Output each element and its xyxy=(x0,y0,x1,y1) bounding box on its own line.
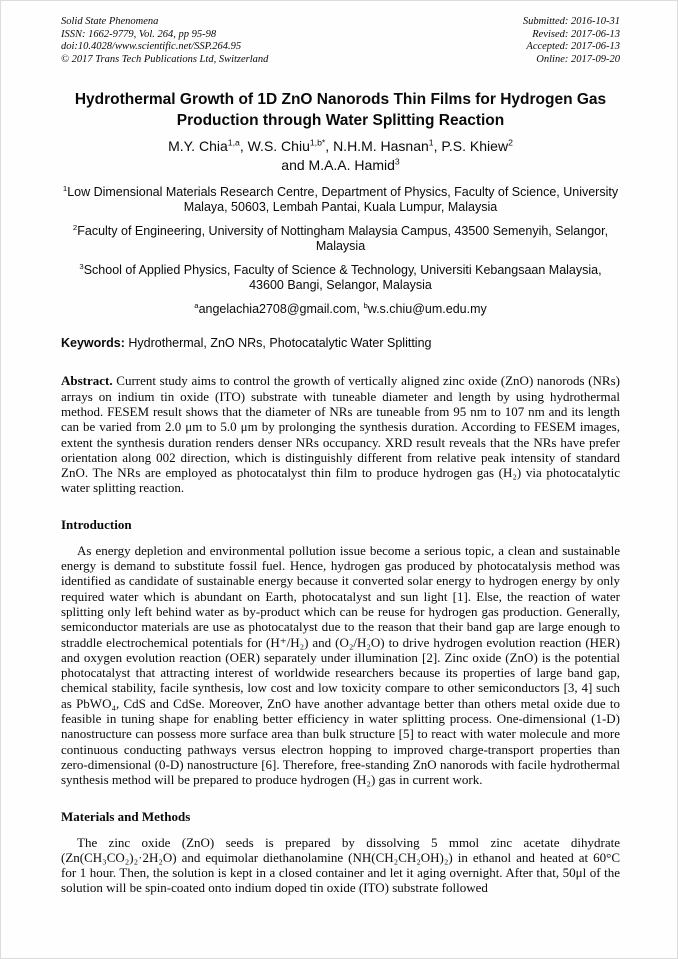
journal-header xyxy=(61,16,620,66)
superscript-marker: 1 xyxy=(428,137,434,148)
submission-dates xyxy=(523,16,620,66)
authors-line-1 xyxy=(61,137,620,156)
abstract xyxy=(61,373,620,495)
abstract-label: Abstract. xyxy=(61,373,113,389)
introduction-paragraph: As energy depletion and environmental pollution issue become a serious topic, a clean and sustainable energy is demand to substitute fossil fuel. Hence, hydrogen gas produced by photocatalysis method was identified as candidate of sustainable energy because it converted solar energy to hydrogen energy by only required water which is abundant on Earth, photocatalyst and sun light [1]. Else, the reaction of water splitting only left behind water as by-product which can be reuse for hydrogen gas production. Generally, semiconductor materials are use as photocatalyst due to the reason that their band gap are large enough to straddle electrochemical potentials for (H⁺/H₂) and (O₂/H₂O) to drive hydrogen evolution reaction (HER) and oxygen evolution reaction (OER) separately under illumination [2]. Zinc oxide (ZnO) is the potential photocatalyst that attracting interest of worldwide researchers because its properties of large band gap, chemical stability, facile synthesis, low cost and low toxicity compare to other semiconductors [3, 4] such as PbWO₄, CdS and CdSe. Moreover, ZnO have another advantage better than others metal oxide due to feasible in tuning shape for enabling better efficiency in water splitting process. One-dimensional (1-D) nanostructure can possess more surface area than bulk structure [5] to react with water molecule and more continuous conducting pathways versus electron hopping to improved charge-transport properties than zero-dimensional (0-D) nanostructure [6]. Therefore, free-standing ZnO nanorods with facile hydrothermal synthesis method will be prepared to produce hydrogen (H₂) gas in current work. xyxy=(61,542,620,788)
affiliation-2 xyxy=(61,224,620,254)
affiliation-list xyxy=(61,185,620,293)
section-heading-materials-and-methods: Materials and Methods xyxy=(61,808,191,824)
superscript-marker: 2 xyxy=(508,137,513,148)
text-run: Faculty of Engineering, University of Nottingham Malaysia Campus, 43500 Semenyih, Selangor, Malaysia xyxy=(77,224,609,254)
superscript-marker: 1 xyxy=(62,184,68,194)
revised-date: Revised: 2017-06-13 xyxy=(532,28,620,40)
text-run: angelachia2708@gmail.com, xyxy=(198,302,364,317)
submitted-date: Submitted: 2016-10-31 xyxy=(522,16,620,27)
journal-name: Solid State Phenomena xyxy=(61,16,159,27)
superscript-marker: 3 xyxy=(79,262,84,272)
journal-issn-volume: ISSN: 1662-9779, Vol. 264, pp 95-98 xyxy=(61,28,217,40)
affiliation-1 xyxy=(61,185,620,215)
abstract-text: Current study aims to control the growth of vertically aligned zinc oxide (ZnO) nanorods (NRs) arrays on indium tin oxide (ITO) substrate with tuneable diameter and length by using hydrothermal method. FESEM result shows that the diameter of NRs are tuneable from 95 nm to 107 nm and its length can be varied from 2.0 μm to 5.0 μm by prolonging the synthesis duration. According to FESEM images, extent the synthesis duration renders denser NRs occupancy. XRD result reveals that the NRs have prefer orientation along 002 direction, which is distinguishly different from relative peak intensity of standard ZnO. The NRs are employed as photocatalyst thin film to produce hydrogen gas (H₂) via photocatalytic water splitting reaction. xyxy=(61,373,620,496)
keywords-label: Keywords: xyxy=(61,336,125,351)
journal-doi: doi:10.4028/www.scientific.net/SSP.264.95 xyxy=(61,41,242,53)
authors-line-2 xyxy=(61,156,620,175)
text-run: , N.H.M. Hasnan xyxy=(325,138,429,155)
affiliation-3 xyxy=(61,263,620,293)
journal-info xyxy=(61,16,268,66)
paper-title: Hydrothermal Growth of 1D ZnO Nanorods Thin Films for Hydrogen Gas Production through Water Splitting Reaction xyxy=(74,91,607,130)
superscript-marker: a xyxy=(194,301,199,311)
text-run: M.Y. Chia xyxy=(168,138,228,155)
author-emails xyxy=(61,302,620,316)
text-run: and M.A.A. Hamid xyxy=(281,157,395,174)
superscript-marker: 1,a xyxy=(227,137,240,148)
superscript-marker: b xyxy=(363,301,368,311)
text-run: , P.S. Khiew xyxy=(433,138,509,155)
author-list xyxy=(61,137,620,175)
materials-and-methods-paragraph: The zinc oxide (ZnO) seeds is prepared by dissolving 5 mmol zinc acetate dihydrate (Zn(CH₃CO₂)₂·2H₂O) and equimolar diethanolamine (NH(CH₂CH₂OH)₂) in ethanol and heated at 60°C for 1 hour. Then, the solution is kept in a closed container and let it aging overnight. After that, 50μl of the solution will be spin-coated onto indium doped tin oxide (ITO) substrate followed xyxy=(61,834,620,896)
text-run: w.s.chiu@um.edu.my xyxy=(367,302,487,317)
keywords-line xyxy=(61,336,620,351)
keywords-text: Hydrothermal, ZnO NRs, Photocatalytic Water Splitting xyxy=(124,336,432,351)
superscript-marker: 3 xyxy=(394,156,400,167)
accepted-date: Accepted: 2017-06-13 xyxy=(526,41,620,53)
text-run: Low Dimensional Materials Research Centre, Department of Physics, Faculty of Science, University Malaya, 50603, Lembah Pantai, Kuala Lumpur, Malaysia xyxy=(67,185,619,215)
text-run: School of Applied Physics, Faculty of Science & Technology, Universiti Kebangsaan Malaysia, 43600 Bangi, Selangor, Malaysia xyxy=(83,263,602,293)
online-date: Online: 2017-09-20 xyxy=(536,53,620,65)
journal-copyright: © 2017 Trans Tech Publications Ltd, Switzerland xyxy=(61,53,269,65)
text-run: , W.S. Chiu xyxy=(239,138,310,155)
superscript-marker: 2 xyxy=(72,223,78,233)
superscript-marker: 1,b* xyxy=(309,137,326,148)
section-heading-introduction: Introduction xyxy=(61,516,132,532)
